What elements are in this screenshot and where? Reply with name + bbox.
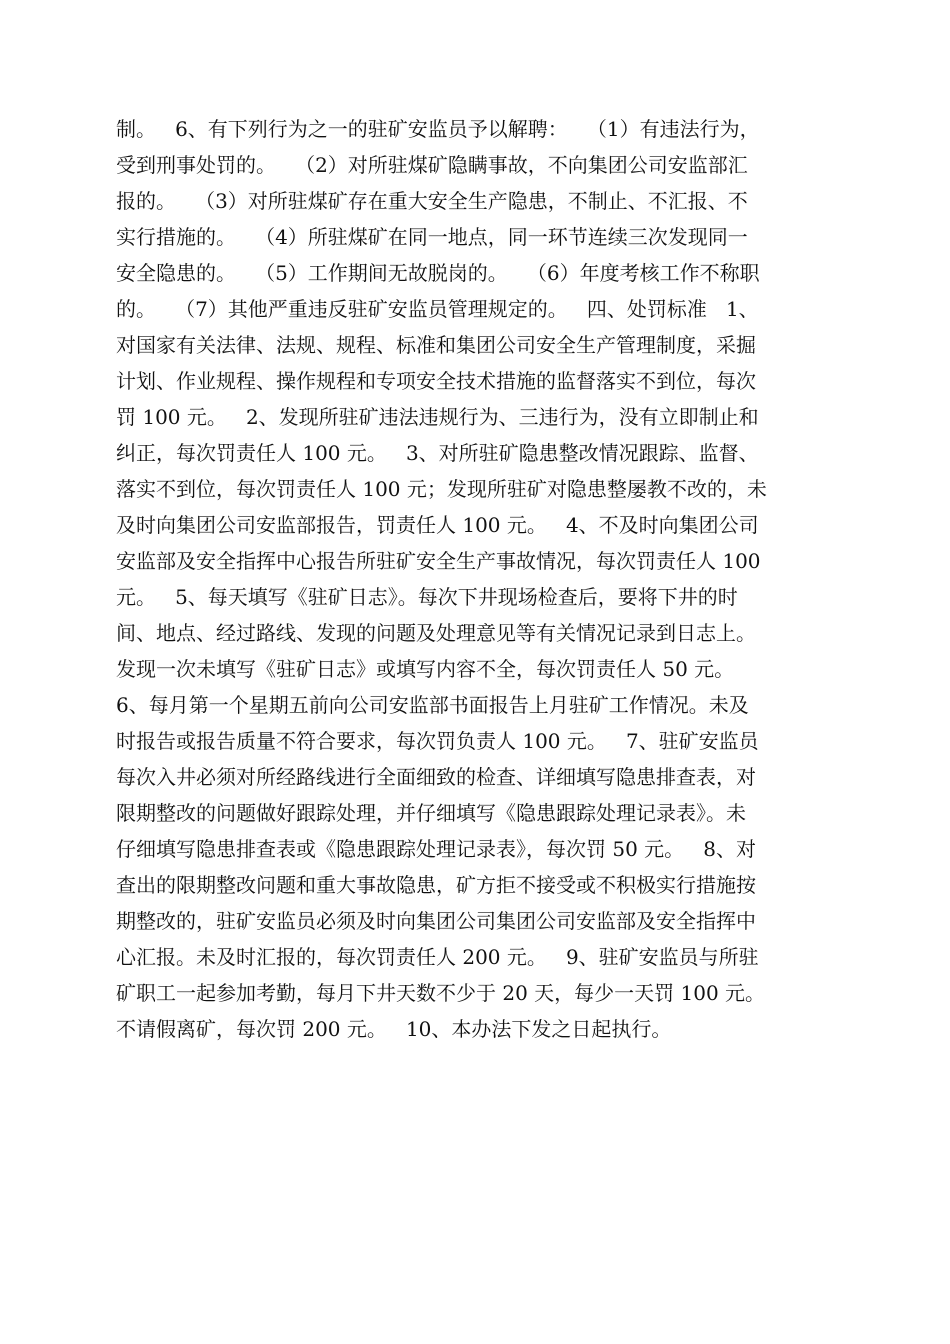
- text-line: 仔细填写隐患排查表或《隐患跟踪处理记录表》，每次罚 50 元。 8、对: [116, 837, 756, 861]
- text-line: 计划、作业规程、操作规程和专项安全技术措施的监督落实不到位，每次: [116, 369, 756, 393]
- text-line: 安全隐患的。 （5）工作期间无故脱岗的。 （6）年度考核工作不称职: [116, 261, 760, 285]
- text-line: 罚 100 元。 2、发现所驻矿违法违规行为、三违行为，没有立即制止和: [116, 405, 759, 429]
- text-line: 制。 6、有下列行为之一的驻矿安监员予以解聘： （1）有违法行为，: [116, 117, 760, 141]
- text-line: 落实不到位，每次罚责任人 100 元；发现所驻矿对隐患整屡教不改的，未: [116, 477, 767, 501]
- text-line: 元。 5、每天填写《驻矿日志》。每次下井现场检查后，要将下井的时: [116, 585, 738, 609]
- text-line: 心汇报。未及时汇报的，每次罚责任人 200 元。 9、驻矿安监员与所驻: [116, 945, 759, 969]
- text-line: 受到刑事处罚的。 （2）对所驻煤矿隐瞒事故，不向集团公司安监部汇: [116, 153, 748, 177]
- text-line: 6、每月第一个星期五前向公司安监部书面报告上月驻矿工作情况。未及: [116, 693, 749, 717]
- text-line: 矿职工一起参加考勤，每月下井天数不少于 20 天，每少一天罚 100 元。: [116, 981, 766, 1005]
- text-line: 纠正，每次罚责任人 100 元。 3、对所驻矿隐患整改情况跟踪、监督、: [116, 441, 759, 465]
- text-line: 期整改的，驻矿安监员必须及时向集团公司集团公司安监部及安全指挥中: [116, 909, 756, 933]
- text-line: 时报告或报告质量不符合要求，每次罚负责人 100 元。 7、驻矿安监员: [116, 729, 759, 753]
- text-line: 及时向集团公司安监部报告，罚责任人 100 元。 4、不及时向集团公司: [116, 513, 759, 537]
- text-line: 的。 （7）其他严重违反驻矿安监员管理规定的。 四、处罚标准 1、: [116, 297, 759, 321]
- text-line: 间、地点、经过路线、发现的问题及处理意见等有关情况记录到日志上。: [116, 621, 756, 645]
- text-line: 查出的限期整改问题和重大事故隐患，矿方拒不接受或不积极实行措施按: [116, 873, 756, 897]
- text-line: 报的。 （3）对所驻煤矿存在重大安全生产隐患，不制止、不汇报、不: [116, 189, 748, 213]
- text-line: 安监部及安全指挥中心报告所驻矿安全生产事故情况，每次罚责任人 100: [116, 549, 761, 573]
- text-line: 每次入井必须对所经路线进行全面细致的检查、详细填写隐患排查表，对: [116, 765, 756, 789]
- body-text: [116, 111, 836, 1047]
- text-line: 不请假离矿，每次罚 200 元。 10、本办法下发之日起执行。: [116, 1017, 672, 1041]
- text-line: 对国家有关法律、法规、规程、标准和集团公司安全生产管理制度，采掘: [116, 333, 756, 357]
- text-line: 限期整改的问题做好跟踪处理，并仔细填写《隐患跟踪处理记录表》。未: [116, 801, 746, 825]
- text-line: 发现一次未填写《驻矿日志》或填写内容不全，每次罚责任人 50 元。: [116, 657, 735, 681]
- text-line: 实行措施的。 （4）所驻煤矿在同一地点，同一环节连续三次发现同一: [116, 225, 748, 249]
